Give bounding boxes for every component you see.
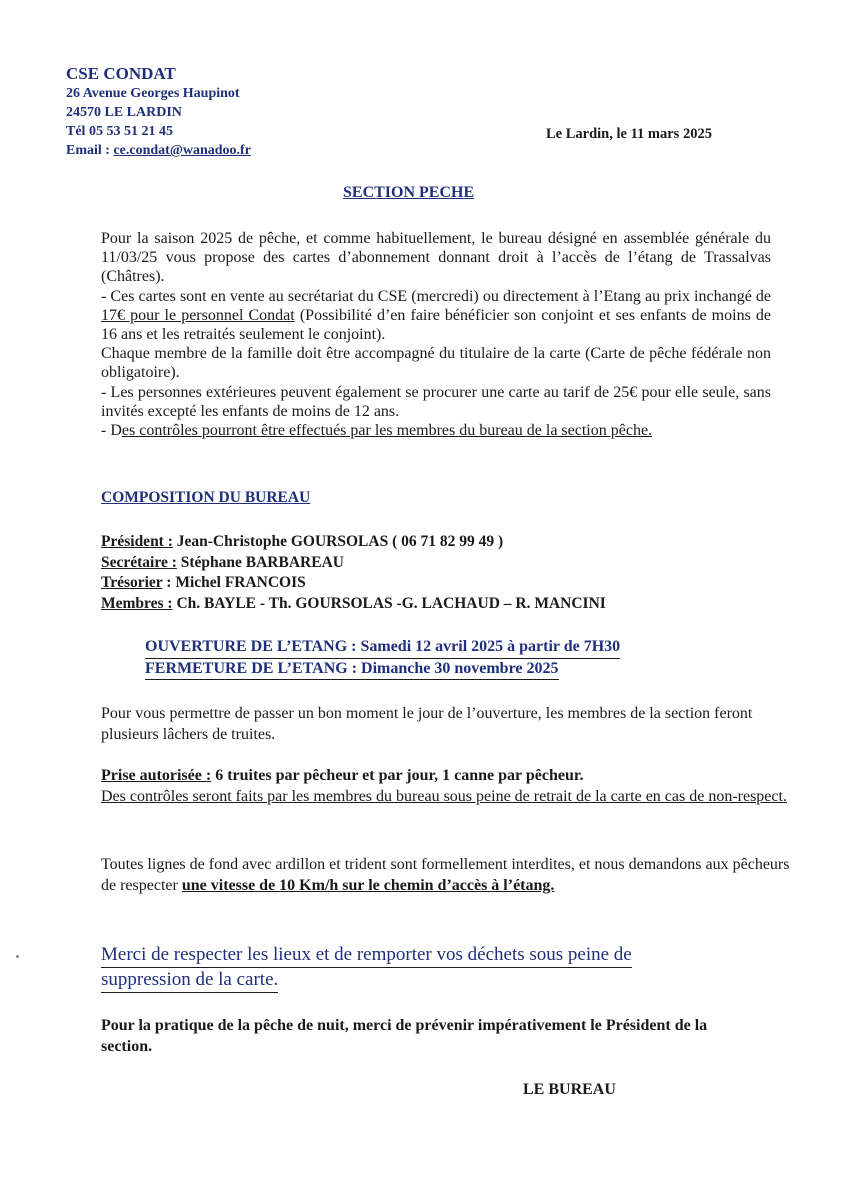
email-line: [66, 141, 251, 160]
intro-text: [101, 229, 771, 440]
composition-title: COMPOSITION DU BUREAU: [101, 489, 311, 506]
controls-prefix: - D: [101, 422, 122, 440]
price-text-before: - Ces cartes sont en vente au secrétariat du CSE (mercredi) ou directement à l’Etang au prix inchangé de: [101, 287, 771, 305]
email-label: Email :: [66, 143, 114, 158]
intro-paragraph-4: - Les personnes extérieures peuvent également se procurer une carte au tarif de 25€ pour elle seule, sans invités excepté les enfants de moins de 12 ans.: [101, 383, 771, 420]
catch-label: Prise autorisée :: [101, 767, 212, 784]
member-role: Secrétaire :: [101, 553, 177, 571]
price-highlight: 17€ pour le personnel Condat: [101, 306, 295, 324]
section-title: SECTION PECHE: [343, 184, 475, 201]
member-name: Ch. BAYLE - Th. GOURSOLAS -G. LACHAUD – R. MANCINI: [172, 594, 606, 612]
intro-paragraph-5: [101, 421, 771, 440]
member-row-members: [101, 594, 606, 615]
member-role: Président :: [101, 533, 173, 550]
bureau-members: [101, 532, 606, 614]
lines-text: Toutes lignes de fond avec ardillon et trident sont formellement interdites, et nous demandons aux pêcheurs de respecter: [101, 856, 790, 894]
letter-date: Le Lardin, le 11 mars 2025: [546, 126, 712, 142]
night-fishing-notice: Pour la pratique de la pêche de nuit, merci de prévenir impérativement le Président de la section.: [101, 1017, 708, 1055]
address-line-2: 24570 LE LARDIN: [66, 105, 182, 120]
email-link[interactable]: ce.condat@wanadoo.fr: [113, 143, 251, 158]
scan-speck: [16, 955, 19, 958]
sender-block: [66, 64, 251, 160]
season-dates: [145, 637, 620, 680]
organization-name: CSE CONDAT: [66, 64, 176, 83]
intro-paragraph-2: [101, 287, 771, 345]
respect-notice: [101, 943, 741, 993]
respect-line-2: suppression de la carte.: [101, 968, 278, 993]
address-line-1: 26 Avenue Georges Haupinot: [66, 86, 240, 101]
speed-limit: une vitesse de 10 Km/h sur le chemin d’accès à l’étang.: [181, 876, 555, 894]
controls-notice: es contrôles pourront être effectués par les membres du bureau de la section pêche.: [121, 422, 653, 440]
member-role: Trésorier: [101, 574, 163, 591]
intro-paragraph-1: Pour la saison 2025 de pêche, et comme habituellement, le bureau désigné en assemblée générale du 11/03/25 vous propose des cartes d’abonnement donnant droit à l’accès de l’étang de Trassalvas (Châtres).: [101, 230, 771, 286]
member-name: Jean-Christophe GOURSOLAS ( 06 71 82 99 49 ): [172, 533, 504, 550]
member-row-president: [101, 532, 606, 553]
catch-rules: [101, 766, 791, 807]
price-text-after: (Possibilité d’en faire bénéficier son conjoint et ses enfants de moins de 16 ans et les retraités seulement le conjoint).: [101, 306, 772, 344]
member-name: Stéphane BARBAREAU: [176, 553, 344, 571]
phone-number: Tél 05 53 51 21 45: [66, 124, 173, 139]
member-row-secretary: [101, 553, 606, 574]
controls-warning: Des contrôles seront faits par les membres du bureau sous peine de retrait de la carte en cas de non-respect.: [101, 787, 787, 805]
lines-rules: [101, 855, 791, 896]
catch-value: 6 truites par pêcheur et par jour, 1 canne par pêcheur.: [211, 767, 584, 784]
intro-paragraph-3: Chaque membre de la famille doit être accompagné du titulaire de la carte (Carte de pêche fédérale non obligatoire).: [101, 345, 771, 382]
catch-limit: [101, 766, 791, 787]
member-name: : Michel FRANCOIS: [162, 574, 306, 591]
closing-date: FERMETURE DE L’ETANG : Dimanche 30 novembre 2025: [145, 659, 559, 681]
respect-line-1: Merci de respecter les lieux et de remporter vos déchets sous peine de: [101, 943, 632, 968]
opening-date: OUVERTURE DE L’ETANG : Samedi 12 avril 2025 à partir de 7H30: [145, 637, 620, 659]
member-row-treasurer: [101, 573, 606, 594]
opening-day-text: Pour vous permettre de passer un bon moment le jour de l’ouverture, les membres de la section feront plusieurs lâchers de truites.: [101, 705, 753, 743]
member-role: Membres :: [101, 594, 173, 612]
signature: LE BUREAU: [523, 1081, 616, 1098]
